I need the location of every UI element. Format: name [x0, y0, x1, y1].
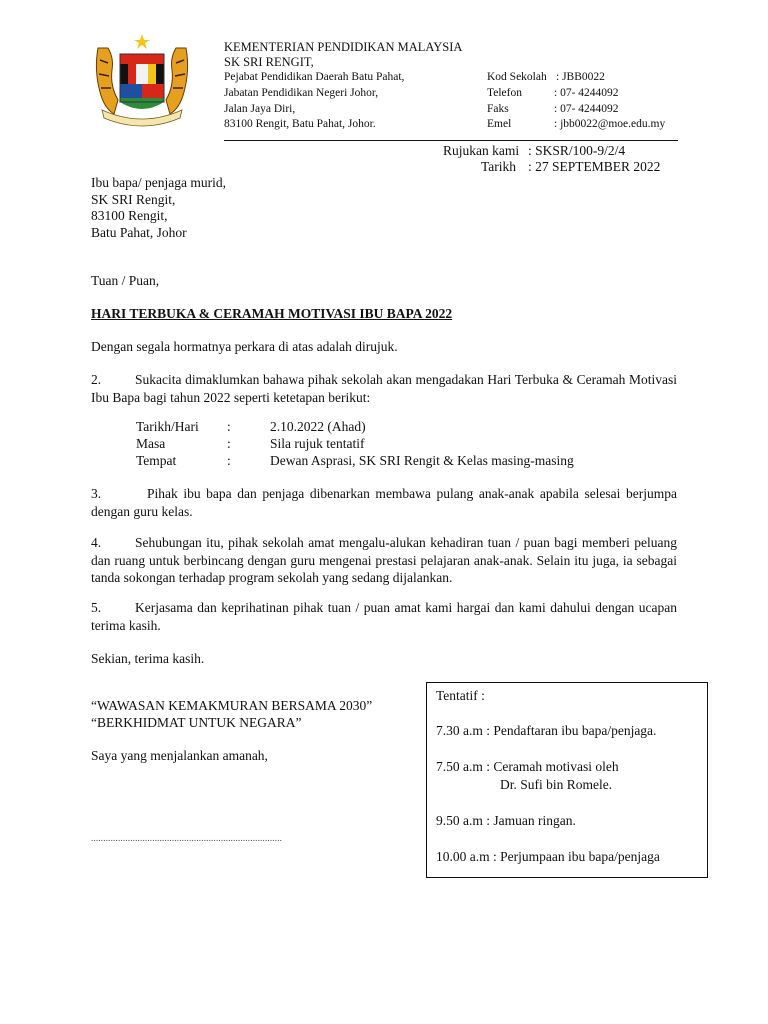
detail-label: Tarikh/Hari [136, 419, 199, 434]
detail-separator: : [227, 436, 231, 451]
paragraph-number: 3. [91, 486, 102, 501]
detail-value: Dewan Asprasi, SK SRI Rengit & Kelas masing-masing [270, 453, 574, 468]
tentatif-box [426, 682, 708, 878]
slogan: “WAWASAN KEMAKMURAN BERSAMA 2030” [91, 698, 373, 713]
slogan: “BERKHIDMAT UNTUK NEGARA” [91, 715, 302, 730]
school-address-line: Jalan Jaya Diri, [224, 103, 296, 115]
ministry-name: KEMENTERIAN PENDIDIKAN MALAYSIA [224, 40, 463, 54]
recipient-line: Batu Pahat, Johor [91, 225, 187, 240]
contact-label: Telefon [487, 87, 522, 99]
tentatif-title: Tentatif : [436, 688, 485, 703]
reference-label: Rujukan kami [443, 143, 520, 158]
school-address-line: Jabatan Pendidikan Negeri Johor, [224, 87, 379, 99]
contact-label: Faks [487, 103, 509, 115]
detail-label: Tempat [136, 453, 177, 468]
paragraph-text: Sukacita dimaklumkan bahawa pihak sekolah akan mengadakan Hari Terbuka & Ceramah Motivasi Ibu Bapa bagi tahun 2022 seperti ketetapan berikut: [91, 372, 677, 405]
recipient-line: 83100 Rengit, [91, 208, 168, 223]
school-name: SK SRI RENGIT, [224, 55, 314, 69]
paragraph-text: Kerjasama dan keprihatinan pihak tuan / puan amat kami hargai dan kami dahului dengan ucapan terima kasih. [91, 600, 677, 633]
detail-value: Sila rujuk tentatif [270, 436, 365, 451]
sign-off: Saya yang menjalankan amanah, [91, 748, 268, 763]
contact-label: Emel [487, 118, 512, 130]
paragraph-number: 2. [91, 372, 102, 387]
date-value: : 27 SEPTEMBER 2022 [528, 159, 661, 174]
contact-value: : 07- 4244092 [554, 87, 619, 99]
reference-value: : SKSR/100-9/2/4 [528, 143, 626, 158]
detail-value: 2.10.2022 (Ahad) [270, 419, 366, 434]
tentatif-item: 10.00 a.m : Perjumpaan ibu bapa/penjaga [436, 849, 660, 864]
paragraph [91, 371, 677, 406]
tentatif-item: 7.30 a.m : Pendaftaran ibu bapa/penjaga. [436, 723, 657, 738]
salutation: Tuan / Puan, [91, 273, 160, 288]
paragraph [91, 534, 677, 587]
school-address-line: 83100 Rengit, Batu Pahat, Johor. [224, 118, 376, 130]
paragraph-number: 4. [91, 535, 102, 550]
opening-line: Dengan segala hormatnya perkara di atas adalah dirujuk. [91, 339, 398, 354]
tentatif-item: Dr. Sufi bin Romele. [500, 777, 613, 792]
recipient-line: SK SRI Rengit, [91, 192, 176, 207]
detail-separator: : [227, 419, 231, 434]
paragraph-text: Sehubungan itu, pihak sekolah amat mengalu-alukan kehadiran tuan / puan bagi memberi peluang dan ruang untuk berbincang dengan guru mengenai prestasi pelajaran anak-anak. Selain itu juga, ia sebagai tanda sokongan terhadap program sekolah yang sedang dijalankan. [91, 535, 677, 585]
closing-line: Sekian, terima kasih. [91, 651, 205, 666]
contact-label: Kod Sekolah [487, 71, 547, 83]
header-divider [224, 140, 678, 141]
detail-separator: : [227, 453, 231, 468]
paragraph-number: 5. [91, 600, 102, 615]
signature-line: .............................................................................. [91, 833, 283, 843]
school-address-line: Pejabat Pendidikan Daerah Batu Pahat, [224, 71, 405, 83]
contact-value: : 07- 4244092 [554, 103, 619, 115]
recipient-line: Ibu bapa/ penjaga murid, [91, 175, 226, 190]
tentatif-item: 9.50 a.m : Jamuan ringan. [436, 813, 576, 828]
paragraph [91, 485, 677, 520]
contact-value: : JBB0022 [556, 71, 605, 83]
paragraph-text: Pihak ibu bapa dan penjaga dibenarkan membawa pulang anak-anak apabila selesai berjumpa dengan guru kelas. [91, 486, 677, 519]
detail-label: Masa [136, 436, 166, 451]
contact-value: : jbb0022@moe.edu.my [554, 118, 666, 130]
coat-of-arms-icon [92, 30, 192, 130]
tentatif-item: 7.50 a.m : Ceramah motivasi oleh [436, 759, 619, 774]
letter-subject: HARI TERBUKA & CERAMAH MOTIVASI IBU BAPA 2022 [91, 306, 453, 321]
paragraph [91, 599, 677, 634]
date-label: Tarikh [481, 159, 517, 174]
